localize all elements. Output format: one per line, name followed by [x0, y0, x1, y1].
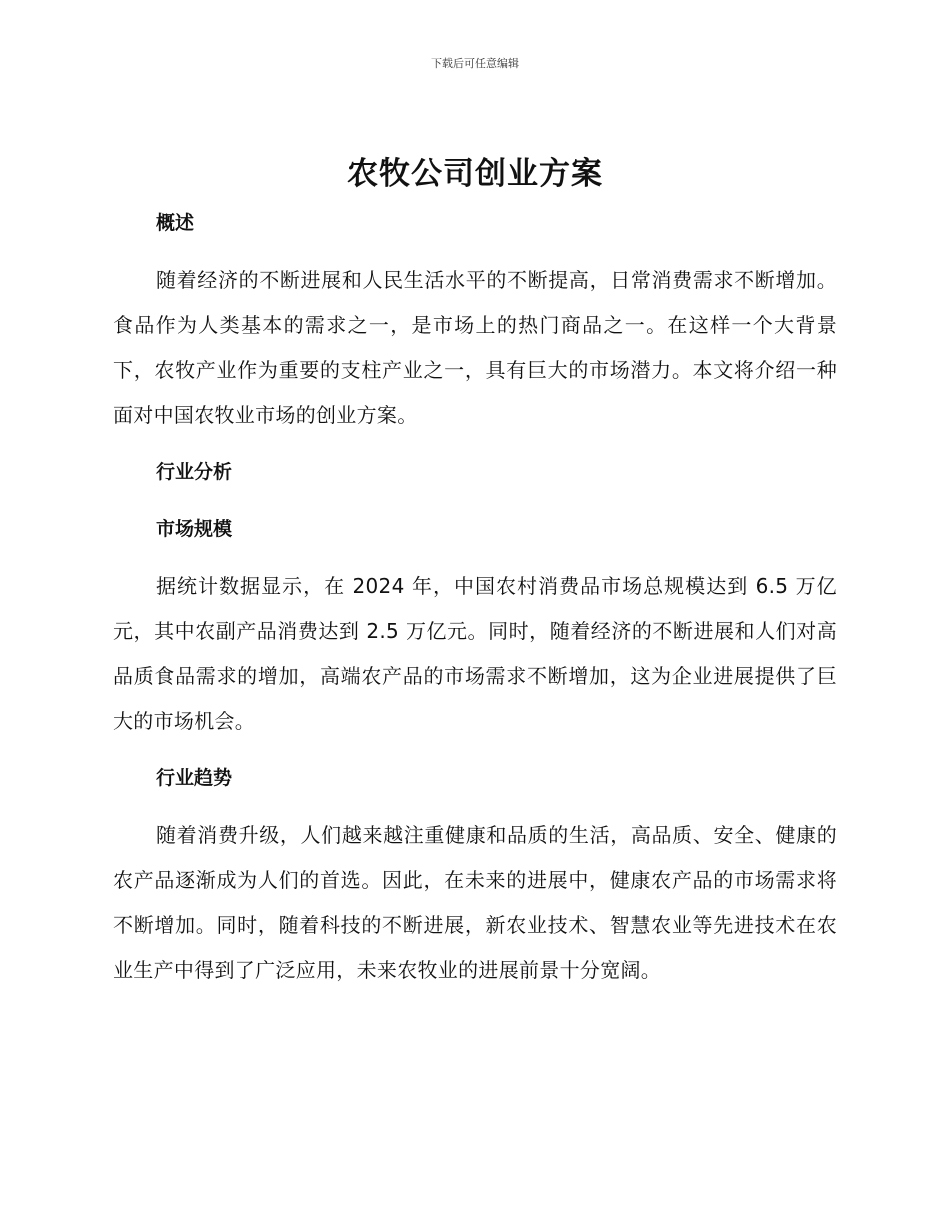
- header-note: 下载后可任意编辑: [431, 57, 519, 70]
- section-industry-trend: [113, 756, 837, 993]
- section-market-size: [113, 507, 837, 756]
- section-heading-overview: 概述: [156, 212, 195, 234]
- paragraph-market-size: 据统计数据显示，在 2024 年，中国农村消费品市场总规模达到 6.5 万亿元，其中农副产品消费达到 2.5 万亿元。同时，随着经济的不断进展和人们对高品质食品需求的增加，高端农产品的市场需求不断增加，这为企业进展提供了巨大的市场机会。: [113, 574, 837, 733]
- paragraph-industry-trend: 随着消费升级，人们越来越注重健康和品质的生活，高品质、安全、健康的农产品逐渐成为人们的首选。因此，在未来的进展中，健康农产品的市场需求将不断增加。同时，随着科技的不断进展，新农业技术、智慧农业等先进技术在农业生产中得到了广泛应用，未来农牧业的进展前景十分宽阔。: [113, 823, 837, 982]
- section-heading-industry-analysis: 行业分析: [156, 461, 233, 483]
- document-body: [113, 201, 837, 993]
- document-title: 农牧公司创业方案: [347, 156, 603, 192]
- section-heading-market-size: 市场规模: [156, 518, 233, 540]
- paragraph-overview: 随着经济的不断进展和人民生活水平的不断提高，日常消费需求不断增加。食品作为人类基本的需求之一，是市场上的热门商品之一。在这样一个大背景下，农牧产业作为重要的支柱产业之一，具有巨大的市场潜力。本文将介绍一种面对中国农牧业市场的创业方案。: [113, 268, 837, 427]
- section-heading-industry-trend: 行业趋势: [156, 767, 233, 789]
- section-overview: [113, 201, 837, 450]
- section-industry-analysis: [113, 450, 837, 507]
